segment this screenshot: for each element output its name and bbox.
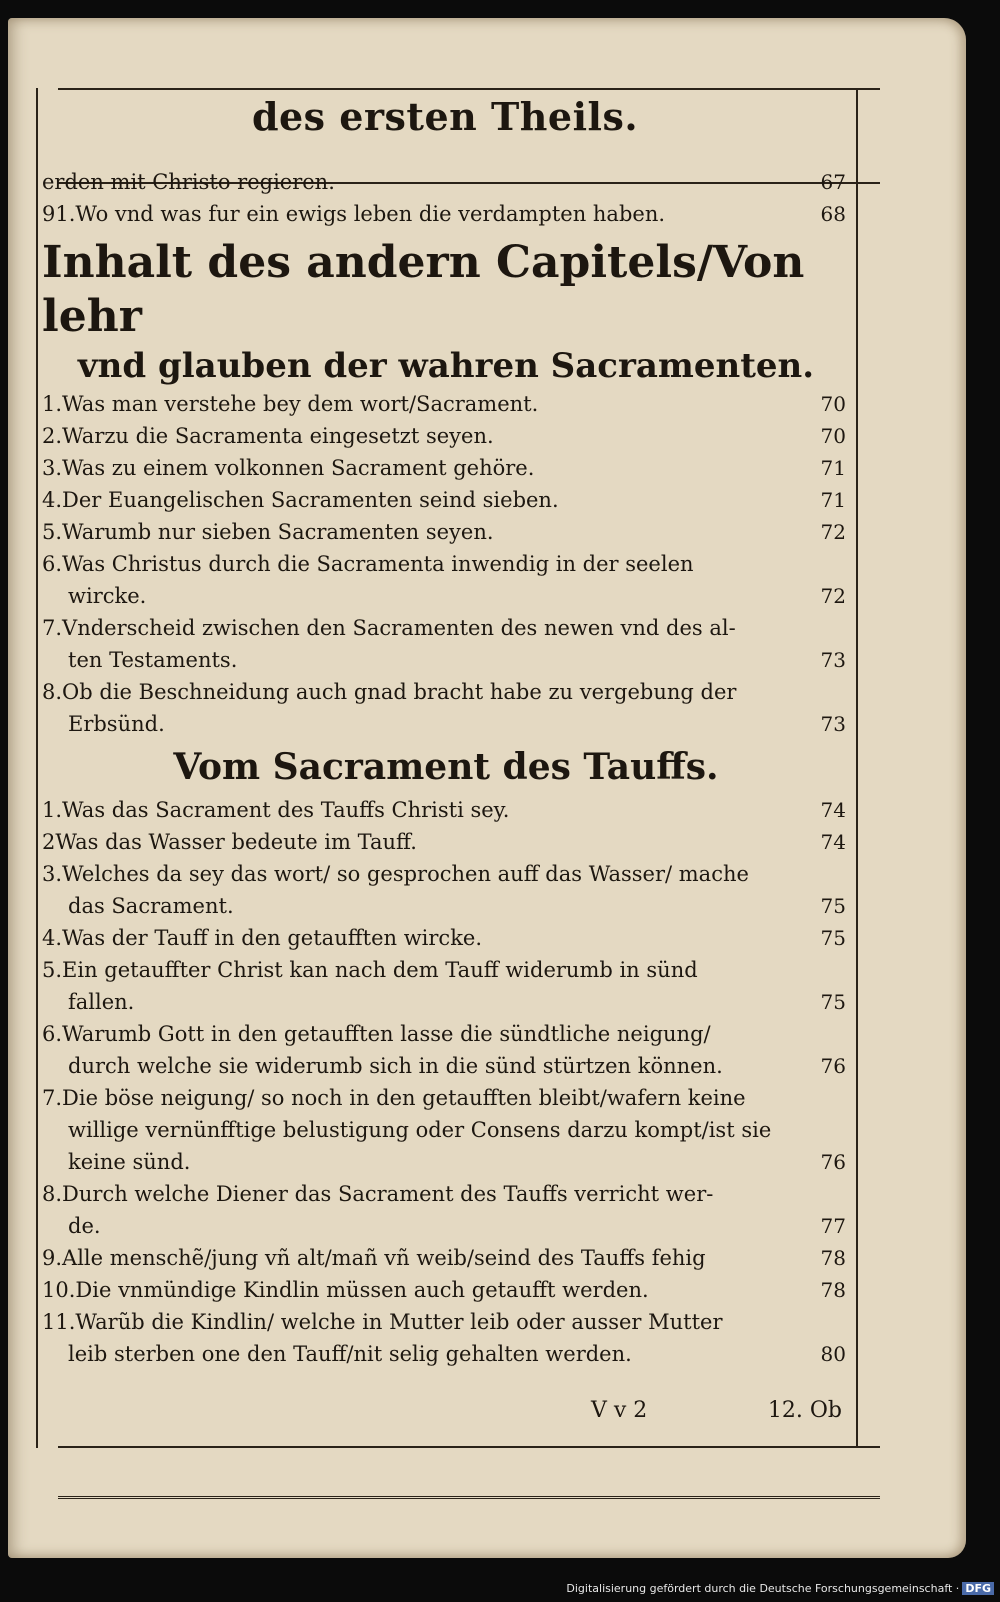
toc-entry-text: Was zu einem volkonnen Sacrament gehöre.	[62, 456, 535, 480]
entries-before	[42, 166, 850, 230]
toc-entry-text: Warzu die Sacramenta eingesetzt seyen.	[62, 424, 494, 448]
toc-entry-text: erden mit Christo regieren.	[42, 170, 335, 194]
toc-page-number: 71	[820, 488, 846, 512]
toc-entry-line	[42, 616, 736, 640]
toc-entry-number: 6.	[42, 1022, 63, 1046]
toc-page-number: 74	[820, 830, 846, 854]
toc-entry-number: 1.	[42, 798, 63, 822]
toc-entry	[42, 1018, 850, 1082]
toc-page-number: 67	[820, 170, 846, 194]
chapter-heading	[42, 236, 850, 388]
toc-entry-text: Ein getauffter Christ kan nach dem Tauff widerumb in sünd	[62, 958, 698, 982]
toc-entry-line	[42, 798, 509, 822]
toc-entry-continuation: fallen.	[68, 990, 135, 1014]
toc-page-number: 72	[820, 584, 846, 608]
dfg-logo: DFG	[962, 1582, 994, 1595]
toc-entry-number: 10.	[42, 1278, 76, 1302]
toc-entry-line	[42, 1246, 706, 1270]
toc-page-number: 73	[820, 712, 846, 736]
toc-entry-number: 1.	[42, 392, 63, 416]
toc-entry-text: Warumb Gott in den getaufften lasse die sündtliche neigung/	[62, 1022, 711, 1046]
credit-text: Digitalisierung gefördert durch die Deutsche Forschungsgemeinschaft ·	[566, 1582, 960, 1595]
toc-entry-number: 4.	[42, 926, 63, 950]
chapter-heading-line2: vnd glauben der wahren Sacramenten.	[77, 346, 815, 386]
toc-entry-line	[42, 862, 749, 886]
toc-entry	[42, 516, 850, 548]
toc-entry-number: 2.	[42, 424, 63, 448]
toc-entry	[42, 676, 850, 740]
toc-entry-number: 2	[42, 830, 56, 854]
toc-entry-number: 5.	[42, 520, 63, 544]
toc-entry	[42, 388, 850, 420]
toc-entry-line	[42, 488, 559, 512]
toc-entry-line	[42, 1310, 723, 1334]
toc-page-number: 78	[820, 1246, 846, 1270]
toc-page-number: 70	[820, 424, 846, 448]
table-of-contents	[42, 166, 850, 1370]
toc-entry	[42, 166, 850, 198]
toc-entry-text: Der Euangelischen Sacramenten seind sieben.	[62, 488, 559, 512]
toc-page-number: 73	[820, 648, 846, 672]
toc-page-number: 76	[820, 1054, 846, 1078]
toc-entry	[42, 484, 850, 516]
toc-page-number: 75	[820, 894, 846, 918]
toc-entry	[42, 452, 850, 484]
toc-entry-line	[42, 1182, 713, 1206]
toc-entry-number: 7.	[42, 616, 63, 640]
toc-entry-line	[42, 680, 736, 704]
toc-entry-continuation: das Sacrament.	[68, 894, 234, 918]
subsection-heading: Vom Sacrament des Tauffs.	[173, 746, 719, 788]
catchword: 12. Ob	[767, 1398, 842, 1423]
toc-entry-text: Die böse neigung/ so noch in den getaufften bleibt/wafern keine	[62, 1086, 746, 1110]
chapter-heading-line1: Inhalt des andern Capitels/Von lehr	[42, 237, 805, 342]
toc-entry-text: Vnderscheid zwischen den Sacramenten des newen vnd des al-	[62, 616, 736, 640]
toc-entry-continuation: ten Testaments.	[68, 648, 238, 672]
toc-entry	[42, 858, 850, 922]
toc-entry-line	[42, 1022, 711, 1046]
toc-entry	[42, 1274, 850, 1306]
toc-entry-line	[42, 202, 665, 226]
toc-page-number: 71	[820, 456, 846, 480]
toc-entry-number: 9.	[42, 1246, 63, 1270]
toc-entry-line	[42, 520, 494, 544]
running-header: des ersten Theils.	[251, 94, 639, 139]
signature-mark: V v 2	[591, 1398, 648, 1423]
toc-entry	[42, 1178, 850, 1242]
toc-page-number: 77	[820, 1214, 846, 1238]
toc-entry-continuation: willige vernünfftige belustigung oder Consens darzu kompt/ist sie keine sünd.	[68, 1118, 772, 1174]
toc-entry	[42, 420, 850, 452]
entries-subsection	[42, 794, 850, 1370]
toc-entry-line	[42, 424, 494, 448]
toc-entry-number: 3.	[42, 862, 63, 886]
toc-entry-text: Was Christus durch die Sacramenta inwendig in der seelen	[62, 552, 694, 576]
toc-entry	[42, 548, 850, 612]
page-footer	[36, 1398, 854, 1430]
toc-entry-line	[42, 958, 698, 982]
toc-entry-number: 6.	[42, 552, 63, 576]
toc-entry	[42, 794, 850, 826]
toc-entry-text: Welches da sey das wort/ so gesprochen auff das Wasser/ mache	[62, 862, 749, 886]
toc-entry	[42, 1082, 850, 1178]
toc-entry-line	[42, 830, 417, 854]
toc-entry-line	[42, 456, 534, 480]
toc-page-number: 74	[820, 798, 846, 822]
toc-page-number: 80	[820, 1342, 846, 1366]
toc-entry-continuation: wircke.	[68, 584, 147, 608]
toc-entry-text: Alle menschẽ/jung vñ alt/mañ vñ weib/seind des Tauffs fehig	[62, 1246, 706, 1270]
toc-entry-line	[42, 170, 335, 194]
book-page	[8, 18, 966, 1558]
toc-entry-line	[42, 926, 482, 950]
toc-entry-line	[42, 1278, 649, 1302]
toc-entry-text: Warumb nur sieben Sacramenten seyen.	[62, 520, 494, 544]
toc-entry-text: Die vnmündige Kindlin müssen auch getaufft werden.	[75, 1278, 649, 1302]
toc-entry-text: Was man verstehe bey dem wort/Sacrament.	[62, 392, 539, 416]
toc-page-number: 76	[820, 1150, 846, 1174]
toc-entry	[42, 198, 850, 230]
digitization-credit	[566, 1582, 994, 1595]
toc-entry-number: 8.	[42, 680, 63, 704]
toc-entry-text: Was das Sacrament des Tauffs Christi sey.	[62, 798, 510, 822]
toc-entry-text: Was das Wasser bedeute im Tauff.	[55, 830, 417, 854]
entries-section	[42, 388, 850, 740]
toc-page-number: 72	[820, 520, 846, 544]
toc-page-number: 75	[820, 990, 846, 1014]
bottom-rule	[58, 1446, 880, 1448]
toc-entry-text: Ob die Beschneidung auch gnad bracht habe zu vergebung der	[62, 680, 737, 704]
footer-rule	[58, 1496, 880, 1499]
toc-entry	[42, 1242, 850, 1274]
toc-entry-number: 11.	[42, 1310, 76, 1334]
toc-entry-text: Was der Tauff in den getaufften wircke.	[62, 926, 483, 950]
toc-entry-line	[42, 392, 538, 416]
toc-entry-number: 91.	[42, 202, 76, 226]
toc-entry	[42, 922, 850, 954]
top-rule	[58, 88, 880, 90]
toc-entry-continuation: leib sterben one den Tauff/nit selig gehalten werden.	[68, 1342, 632, 1366]
toc-page-number: 78	[820, 1278, 846, 1302]
toc-entry-number: 3.	[42, 456, 63, 480]
toc-entry-text: Warũb die Kindlin/ welche in Mutter leib oder ausser Mutter	[75, 1310, 723, 1334]
toc-entry	[42, 826, 850, 858]
toc-entry	[42, 612, 850, 676]
toc-entry-line	[42, 1086, 746, 1110]
toc-entry-text: Durch welche Diener das Sacrament des Tauffs verricht wer-	[62, 1182, 714, 1206]
toc-entry	[42, 954, 850, 1018]
toc-page-number: 68	[820, 202, 846, 226]
toc-entry-continuation: de.	[68, 1214, 101, 1238]
toc-page-number: 75	[820, 926, 846, 950]
toc-entry-continuation: Erbsünd.	[68, 712, 165, 736]
toc-entry-line	[42, 552, 694, 576]
toc-entry-number: 5.	[42, 958, 63, 982]
toc-entry-number: 7.	[42, 1086, 63, 1110]
toc-entry-continuation: durch welche sie widerumb sich in die sünd stürtzen können.	[68, 1054, 723, 1078]
toc-entry	[42, 1306, 850, 1370]
toc-entry-number: 4.	[42, 488, 63, 512]
toc-page-number: 70	[820, 392, 846, 416]
toc-entry-number: 8.	[42, 1182, 63, 1206]
toc-entry-text: Wo vnd was fur ein ewigs leben die verdampten haben.	[75, 202, 666, 226]
